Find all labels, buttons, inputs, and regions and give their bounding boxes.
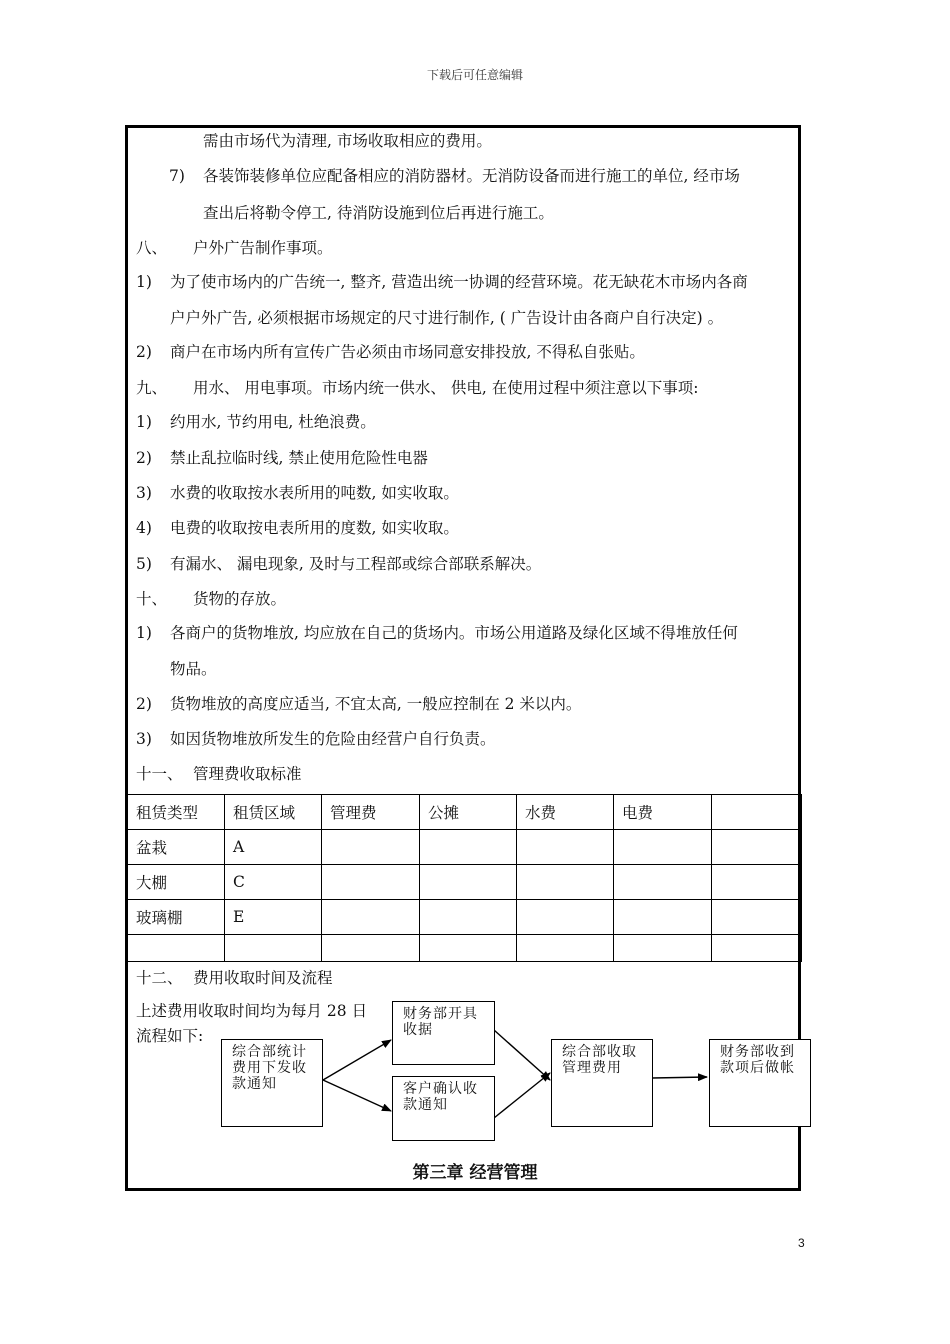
section-title: 用水、 用电事项。市场内统一供水、 供电, 在使用过程中须注意以下事项: — [193, 379, 699, 397]
list-text: 各商户的货物堆放, 均应放在自己的货场内。市场公用道路及绿化区域不得堆放任何 — [170, 624, 738, 642]
flow-arrow — [323, 1040, 391, 1080]
flow-box-accounting: 财务部收到款项后做帐 — [709, 1039, 811, 1127]
list-text: 电费的收取按电表所用的度数, 如实收取。 — [170, 519, 459, 537]
section-number: 十二、 — [136, 969, 183, 987]
flow-box-receipt: 财务部开具收据 — [392, 1001, 495, 1065]
table-header-cell: 公摊 — [420, 795, 517, 830]
table-cell: 大棚 — [128, 865, 225, 900]
list-text: 商户在市场内所有宣传广告必须由市场同意安排投放, 不得私自张贴。 — [170, 343, 645, 361]
list-number: 1) — [136, 624, 152, 642]
flow-arrow — [652, 1077, 707, 1078]
flow-arrow — [494, 1073, 550, 1118]
list-text: 约用水, 节约用电, 杜绝浪费。 — [170, 413, 376, 431]
flow-arrow — [494, 1030, 550, 1080]
list-text: 如因货物堆放所发生的危险由经营户自行负责。 — [170, 730, 496, 748]
page-number: 3 — [798, 1236, 805, 1250]
text-line: 户户外广告, 必须根据市场规定的尺寸进行制作, ( 广告设计由各商户自行决定) 。 — [170, 309, 724, 327]
list-number: 2) — [136, 343, 152, 361]
table-header-cell: 管理费 — [322, 795, 420, 830]
list-text: 水费的收取按水表所用的吨数, 如实收取。 — [170, 484, 459, 502]
list-number: 2) — [136, 695, 152, 713]
table-cell: A — [225, 830, 322, 865]
text-line: 流程如下: — [136, 1027, 204, 1045]
text-line: 需由市场代为清理, 市场收取相应的费用。 — [203, 132, 492, 150]
list-text: 为了使市场内的广告统一, 整齐, 营造出统一协调的经营环境。花无缺花木市场内各商 — [170, 273, 748, 291]
text-line: 查出后将勒令停工, 待消防设施到位后再进行施工。 — [203, 204, 554, 222]
text-line: 物品。 — [170, 660, 217, 678]
page-header: 下载后可任意编辑 — [426, 68, 523, 82]
section-number: 十、 — [136, 590, 168, 608]
list-text: 有漏水、 漏电现象, 及时与工程部或综合部联系解决。 — [170, 555, 542, 573]
flow-box-customer-confirm: 客户确认收款通知 — [392, 1076, 495, 1141]
section-number: 十一、 — [136, 765, 183, 783]
table-header-cell: 租赁区域 — [225, 795, 322, 830]
section-number: 九、 — [136, 379, 168, 397]
text-line: 上述费用收取时间均为每月 28 日 — [136, 1002, 368, 1020]
table-cell: 盆栽 — [128, 830, 225, 865]
list-number: 3) — [136, 730, 152, 748]
table-cell: E — [225, 900, 322, 935]
list-number: 1) — [136, 273, 152, 291]
section-title: 户外广告制作事项。 — [193, 239, 333, 257]
section-number: 八、 — [136, 239, 168, 257]
section-title: 货物的存放。 — [193, 590, 287, 608]
list-number: 2) — [136, 449, 152, 467]
table-header-cell: 水费 — [517, 795, 614, 830]
list-number: 5) — [136, 555, 152, 573]
flow-arrow — [323, 1080, 391, 1111]
list-text: 货物堆放的高度应适当, 不宜太高, 一般应控制在 2 米以内。 — [170, 695, 582, 713]
list-number: 3) — [136, 484, 152, 502]
list-number: 1) — [136, 413, 152, 431]
list-number: 4) — [136, 519, 152, 537]
list-number: 7) — [169, 167, 185, 185]
table-cell: C — [225, 865, 322, 900]
table-header-cell: 租赁类型 — [128, 795, 225, 830]
section-title: 管理费收取标准 — [193, 765, 302, 783]
section-title: 费用收取时间及流程 — [193, 969, 333, 987]
list-text: 禁止乱拉临时线, 禁止使用危险性电器 — [170, 449, 428, 467]
chapter-title: 第三章 经营管理 — [412, 1163, 538, 1183]
table-cell: 玻璃棚 — [128, 900, 225, 935]
table-header-cell: 电费 — [614, 795, 712, 830]
flow-box-billing-notice: 综合部统计费用下发收款通知 — [221, 1039, 323, 1127]
flow-box-collect-fee: 综合部收取管理费用 — [551, 1039, 653, 1127]
list-text: 各装饰装修单位应配备相应的消防器材。无消防设备而进行施工的单位, 经市场 — [203, 167, 740, 185]
